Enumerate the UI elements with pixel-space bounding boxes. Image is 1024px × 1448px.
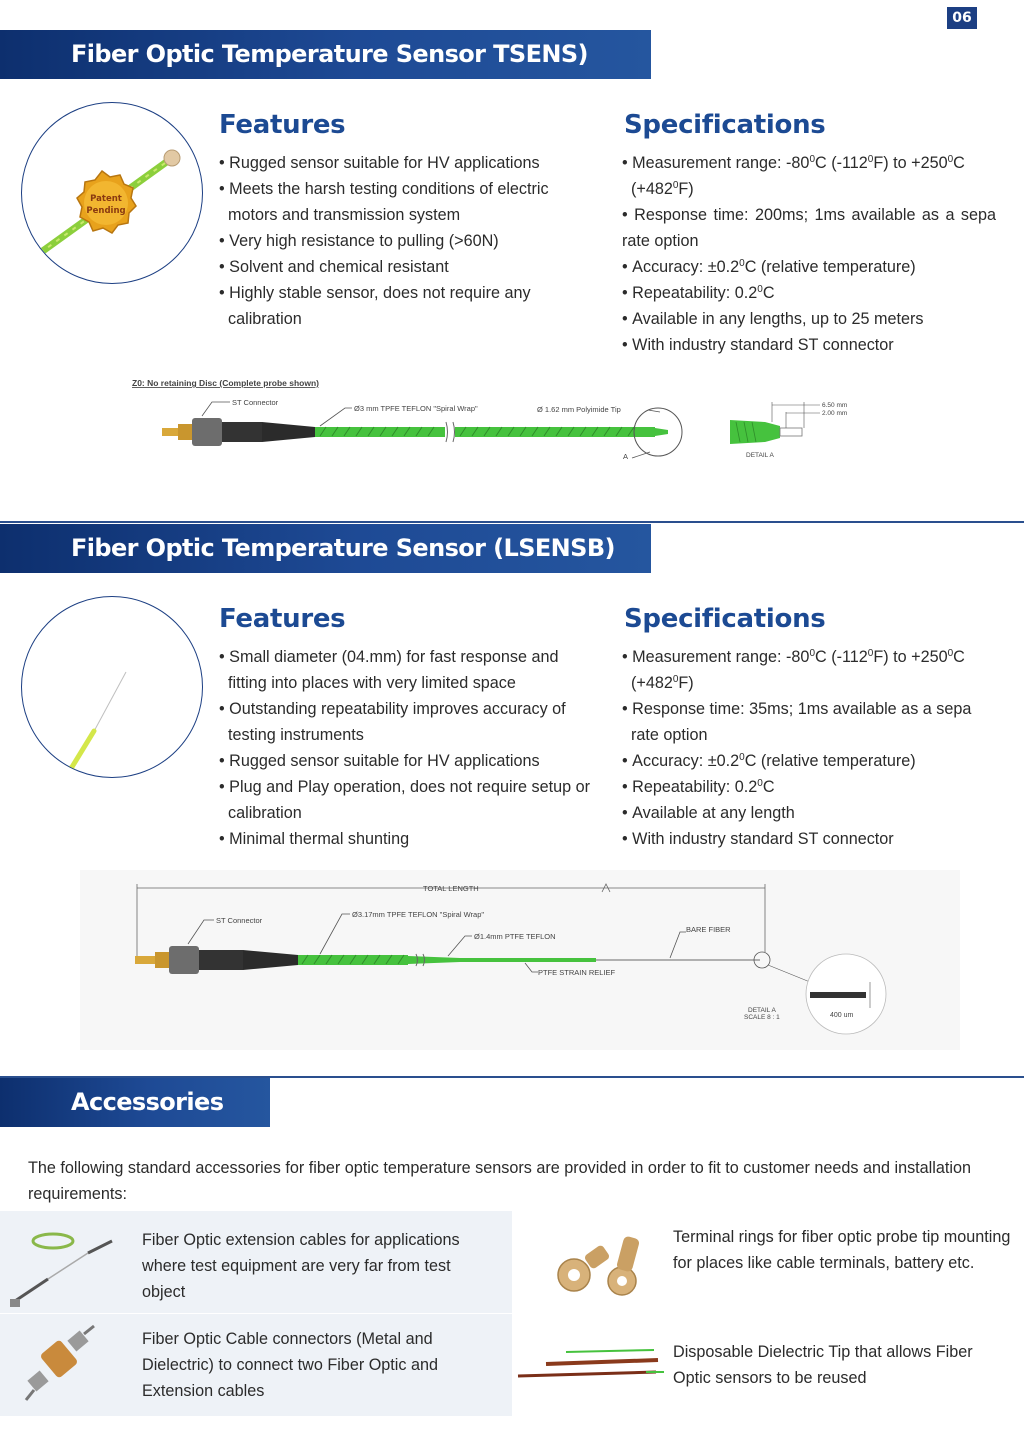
tsens-marker-a: A xyxy=(623,452,629,461)
tsens-section-title: Fiber Optic Temperature Sensor TSENS) xyxy=(0,30,651,79)
accessories-section-title: Accessories xyxy=(0,1078,270,1127)
accessory-item-extension-cable xyxy=(0,1211,512,1313)
tsens-probe-image xyxy=(21,102,203,284)
tsens-features-heading: Features xyxy=(219,110,346,140)
tsens-features-list xyxy=(219,150,599,332)
tsens-dim-200: 2.00 mm xyxy=(822,410,848,417)
lsensb-specs-list xyxy=(622,644,1000,852)
lsensb-spec-lengths: • Available at any length xyxy=(622,800,1000,826)
badge-text-line1: Patent xyxy=(90,194,122,204)
tsens-spec-accuracy: • Accuracy: $\pm 0.2^0C$ (relative temperature) xyxy=(622,254,996,280)
cable-connector-icon xyxy=(24,1324,104,1404)
tsens-tip-label: Ø 1.62 mm Polyimide Tip xyxy=(537,405,621,414)
accessory-item-cable-connector xyxy=(0,1314,512,1416)
lsensb-features-list xyxy=(219,644,599,852)
badge-text-line2: Pending xyxy=(86,206,126,216)
lsensb-spec-range: • Measurement range: $-80^0C$ $(-112^0F)$ to $+250^0C$ $(+482^0F)$ xyxy=(622,644,1000,696)
tsens-dim-650: 6.50 mm xyxy=(822,402,848,409)
tsens-detail-label: DETAIL A xyxy=(746,452,774,459)
lsensb-section-title: Fiber Optic Temperature Sensor (LSENSB) xyxy=(0,524,651,573)
tsens-specs-list xyxy=(622,150,996,358)
terminal-rings-icon xyxy=(552,1223,662,1303)
tsens-st-connector-label: ST Connector xyxy=(232,398,279,407)
tsens-feature-item: • Meets the harsh testing conditions of electric motors and transmission system xyxy=(219,176,599,228)
tsens-spec-lengths: • Available in any lengths, up to 25 meters xyxy=(622,306,996,332)
lsensb-feature-item: • Minimal thermal shunting xyxy=(219,826,599,852)
lsensb-total-length: TOTAL LENGTH xyxy=(423,884,479,893)
lsensb-teflon-label: Ø1.4mm PTFE TEFLON xyxy=(474,932,556,941)
tsens-probe-diagram xyxy=(120,372,880,472)
lsensb-wrap-label: Ø3.17mm TPFE TEFLON "Spiral Wrap" xyxy=(352,910,485,919)
lsensb-specs-heading: Specifications xyxy=(624,604,826,634)
lsensb-bare-fiber-label: BARE FIBER xyxy=(686,925,731,934)
section-divider xyxy=(0,521,1024,523)
lsensb-st-connector-label: ST Connector xyxy=(216,916,263,925)
lsensb-probe-diagram xyxy=(80,870,960,1050)
lsensb-feature-item: • Outstanding repeatability improves accuracy of testing instruments xyxy=(219,696,599,748)
tsens-spec-repeatability: • Repeatability: $0.2^0C$ xyxy=(622,280,996,306)
tsens-specs-heading: Specifications xyxy=(624,110,826,140)
tsens-feature-item: • Rugged sensor suitable for HV applications xyxy=(219,150,599,176)
tsens-spec-connector: • With industry standard ST connector xyxy=(622,332,996,358)
accessory-item-terminal-rings xyxy=(512,1211,1024,1313)
lsensb-probe-image xyxy=(21,596,203,778)
accessory-text: Fiber Optic extension cables for applications where test equipment are very far from test object xyxy=(142,1231,460,1301)
accessory-text: Terminal rings for fiber optic probe tip mounting for places like cable terminals, battery etc. xyxy=(673,1228,1011,1272)
page-number: 06 xyxy=(947,7,977,29)
lsensb-diameter-label: 400 um xyxy=(830,1012,854,1019)
lsensb-feature-item: • Small diameter (04.mm) for fast response and fitting into places with very limited space xyxy=(219,644,599,696)
lsensb-spec-repeatability: • Repeatability: $0.2^0C$ xyxy=(622,774,1000,800)
tsens-spec-range: • Measurement range: $-80^0C$ $(-112^0F)$ to $+250^0C$ $(+482^0F)$ xyxy=(622,150,996,202)
lsensb-spec-accuracy: • Accuracy: $\pm 0.2^0C$ (relative temperature) xyxy=(622,748,1000,774)
tsens-feature-item: • Very high resistance to pulling (>60N) xyxy=(219,228,599,254)
accessory-item-dielectric-tip xyxy=(512,1314,1024,1416)
lsensb-feature-item: • Plug and Play operation, does not require setup or calibration xyxy=(219,774,599,826)
lsensb-spec-connector: • With industry standard ST connector xyxy=(622,826,1000,852)
tsens-wrap-label: Ø3 mm TPFE TEFLON "Spiral Wrap" xyxy=(354,404,478,413)
accessory-text: Disposable Dielectric Tip that allows Fiber Optic sensors to be reused xyxy=(673,1343,973,1387)
accessory-text: Fiber Optic Cable connectors (Metal and Dielectric) to connect two Fiber Optic and Extension cables xyxy=(142,1330,438,1400)
lsensb-spec-response: • Response time: 35ms; 1ms available as a sepa rate option xyxy=(622,696,1000,748)
lsensb-features-heading: Features xyxy=(219,604,346,634)
tsens-diagram-title: Z0: No retaining Disc (Complete probe shown) xyxy=(132,378,320,388)
tsens-feature-item: • Highly stable sensor, does not require any calibration xyxy=(219,280,599,332)
tsens-feature-item: • Solvent and chemical resistant xyxy=(219,254,599,280)
lsensb-detail-label: DETAIL A xyxy=(748,1007,776,1014)
lsensb-scale-label: SCALE 8 : 1 xyxy=(744,1014,780,1021)
lsensb-feature-item: • Rugged sensor suitable for HV applications xyxy=(219,748,599,774)
dielectric-tip-icon xyxy=(516,1342,666,1392)
accessories-intro: The following standard accessories for fiber optic temperature sensors are provided in order to fit to customer needs and installation requirements: xyxy=(28,1159,971,1203)
lsensb-strain-relief-label: PTFE STRAIN RELIEF xyxy=(538,968,616,977)
extension-cable-icon xyxy=(8,1219,118,1309)
tsens-spec-response: • Response time: 200ms; 1ms available as a sepa rate option xyxy=(622,202,996,254)
